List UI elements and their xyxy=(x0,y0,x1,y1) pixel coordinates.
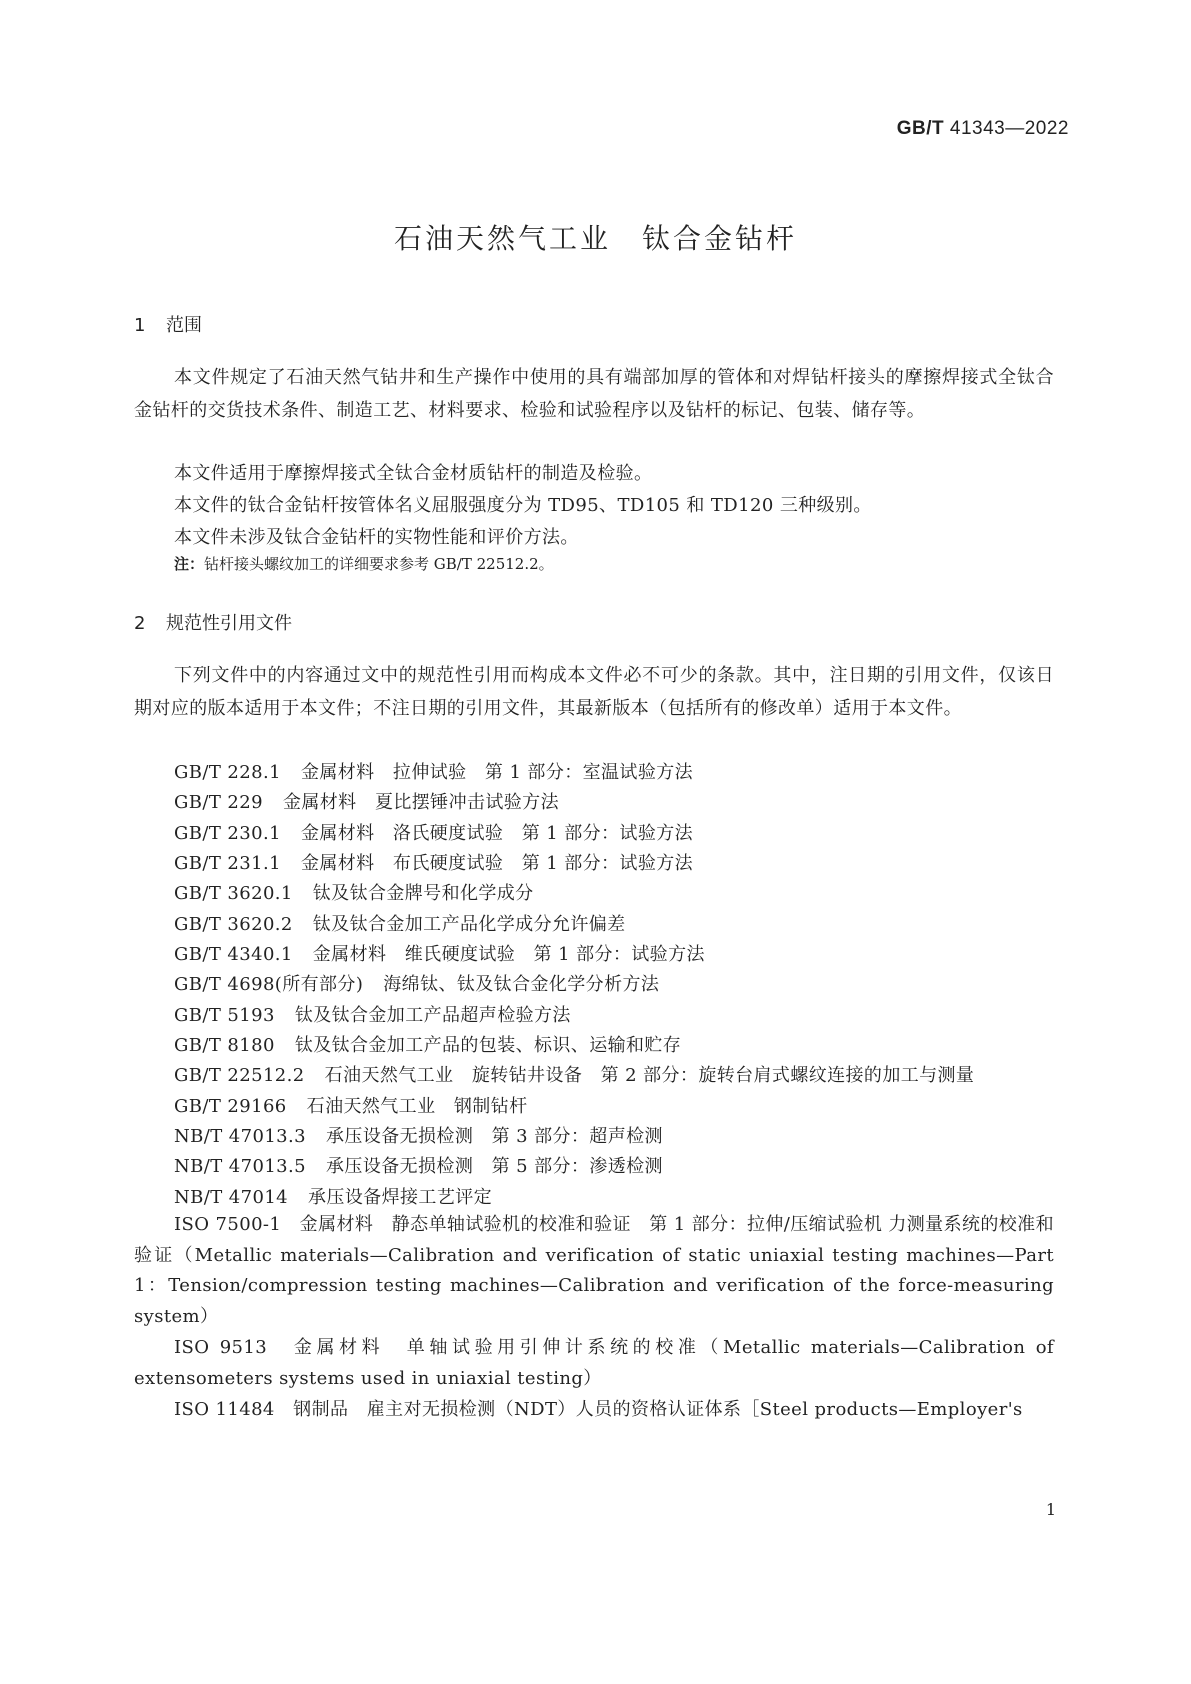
section-number: 2 xyxy=(134,613,146,634)
reference-title: 钛及钛合金加工产品超声检验方法 xyxy=(294,1005,571,1026)
reference-title: 金属材料 洛氏硬度试验 第 1 部分：试验方法 xyxy=(300,823,694,844)
section-2-heading xyxy=(134,609,292,635)
reference-code: GB/T 228.1 xyxy=(174,762,281,783)
reference-item xyxy=(174,819,693,845)
reference-code: GB/T 229 xyxy=(174,792,263,813)
reference-title: 石油天然气工业 钢制钻杆 xyxy=(306,1096,528,1117)
reference-code: GB/T 3620.2 xyxy=(174,914,293,935)
reference-iso-7500: ISO 7500-1 金属材料 静态单轴试验机的校准和验证 第 1 部分：拉伸/压缩试验机 力测量系统的校准和验证（Metallic materials—Calibration and verification of static uniaxial testing machines—Part 1：Tension/compression testing machines—Calibration and verification of the force-measuring system） xyxy=(134,1214,1054,1327)
reference-code: GB/T 4340.1 xyxy=(174,944,293,965)
reference-title: 金属材料 拉伸试验 第 1 部分：室温试验方法 xyxy=(300,762,694,783)
section-title: 规范性引用文件 xyxy=(166,613,292,634)
reference-code: NB/T 47014 xyxy=(174,1187,289,1208)
reference-code: GB/T 5193 xyxy=(174,1005,275,1026)
reference-code: NB/T 47013.5 xyxy=(174,1156,307,1177)
reference-item xyxy=(174,1001,571,1027)
section-1-heading xyxy=(134,311,202,337)
reference-code: GB/T 8180 xyxy=(174,1035,275,1056)
reference-title: 金属材料 布氏硬度试验 第 1 部分：试验方法 xyxy=(300,853,694,874)
section-number: 1 xyxy=(134,315,146,336)
reference-item xyxy=(174,1061,974,1087)
scope-paragraph-3: 本文件的钛合金钻杆按管体名义屈服强度分为 TD95、TD105 和 TD120 三种级别。 xyxy=(174,495,872,516)
reference-code: GB/T 29166 xyxy=(174,1096,287,1117)
reference-iso-9513: ISO 9513 金属材料 单轴试验用引伸计系统的校准（Metallic materials—Calibration of extensometers systems used in uniaxial testing） xyxy=(134,1337,1054,1389)
reference-item xyxy=(174,1183,492,1209)
reference-code: GB/T 4698(所有部分) xyxy=(174,974,364,995)
reference-item xyxy=(174,940,705,966)
standard-prefix: GB/T xyxy=(896,118,945,139)
section-title: 范围 xyxy=(166,315,202,336)
scope-note xyxy=(174,553,554,574)
reference-title: 石油天然气工业 旋转钻井设备 第 2 部分：旋转台肩式螺纹连接的加工与测量 xyxy=(324,1065,975,1086)
reference-item xyxy=(174,1092,527,1118)
note-label: 注： xyxy=(174,555,205,573)
reference-title: 金属材料 维氏硬度试验 第 1 部分：试验方法 xyxy=(312,944,705,965)
page-number: 1 xyxy=(1045,1500,1056,1519)
reference-item xyxy=(174,910,626,936)
document-title: 石油天然气工业 钛合金钻杆 xyxy=(393,222,797,255)
standard-number xyxy=(897,118,1069,140)
scope-paragraph-1: 本文件规定了石油天然气钻井和生产操作中使用的具有端部加厚的管体和对焊钻杆接头的摩擦焊接式全钛合金钻杆的交货技术条件、制造工艺、材料要求、检验和试验程序以及钻杆的标记、包装、储存等。 xyxy=(134,367,1054,421)
reference-title: 承压设备无损检测 第 3 部分：超声检测 xyxy=(326,1126,663,1147)
standard-code: 41343—2022 xyxy=(949,118,1069,139)
reference-item xyxy=(174,1122,663,1148)
reference-title: 承压设备无损检测 第 5 部分：渗透检测 xyxy=(326,1156,663,1177)
reference-item xyxy=(174,879,534,905)
reference-code: GB/T 230.1 xyxy=(174,823,281,844)
normative-intro: 下列文件中的内容通过文中的规范性引用而构成本文件必不可少的条款。其中，注日期的引用文件，仅该日期对应的版本适用于本文件；不注日期的引用文件，其最新版本（包括所有的修改单）适用于本文件。 xyxy=(134,665,1054,719)
reference-title: 海绵钛、钛及钛合金化学分析方法 xyxy=(383,974,660,995)
reference-item xyxy=(174,1152,663,1178)
scope-paragraph-4: 本文件未涉及钛合金钻杆的实物性能和评价方法。 xyxy=(174,527,579,548)
reference-item xyxy=(174,758,693,784)
reference-item xyxy=(174,970,659,996)
reference-item xyxy=(174,1031,681,1057)
reference-code: NB/T 47013.3 xyxy=(174,1126,307,1147)
reference-title: 承压设备焊接工艺评定 xyxy=(308,1187,493,1208)
reference-code: GB/T 231.1 xyxy=(174,853,281,874)
reference-item xyxy=(174,788,559,814)
reference-title: 钛及钛合金加工产品化学成分允许偏差 xyxy=(312,914,626,935)
reference-iso-11484: ISO 11484 钢制品 雇主对无损检测（NDT）人员的资格认证体系［Steel products—Employer's xyxy=(174,1399,1023,1420)
reference-code: GB/T 22512.2 xyxy=(174,1065,305,1086)
reference-code: GB/T 3620.1 xyxy=(174,883,293,904)
reference-title: 钛及钛合金加工产品的包装、标识、运输和贮存 xyxy=(294,1035,682,1056)
reference-title: 金属材料 夏比摆锤冲击试验方法 xyxy=(282,792,559,813)
reference-title: 钛及钛合金牌号和化学成分 xyxy=(312,883,534,904)
scope-paragraph-2: 本文件适用于摩擦焊接式全钛合金材质钻杆的制造及检验。 xyxy=(174,463,653,484)
reference-item xyxy=(174,849,693,875)
note-text: 钻杆接头螺纹加工的详细要求参考 GB/T 22512.2。 xyxy=(204,555,554,573)
